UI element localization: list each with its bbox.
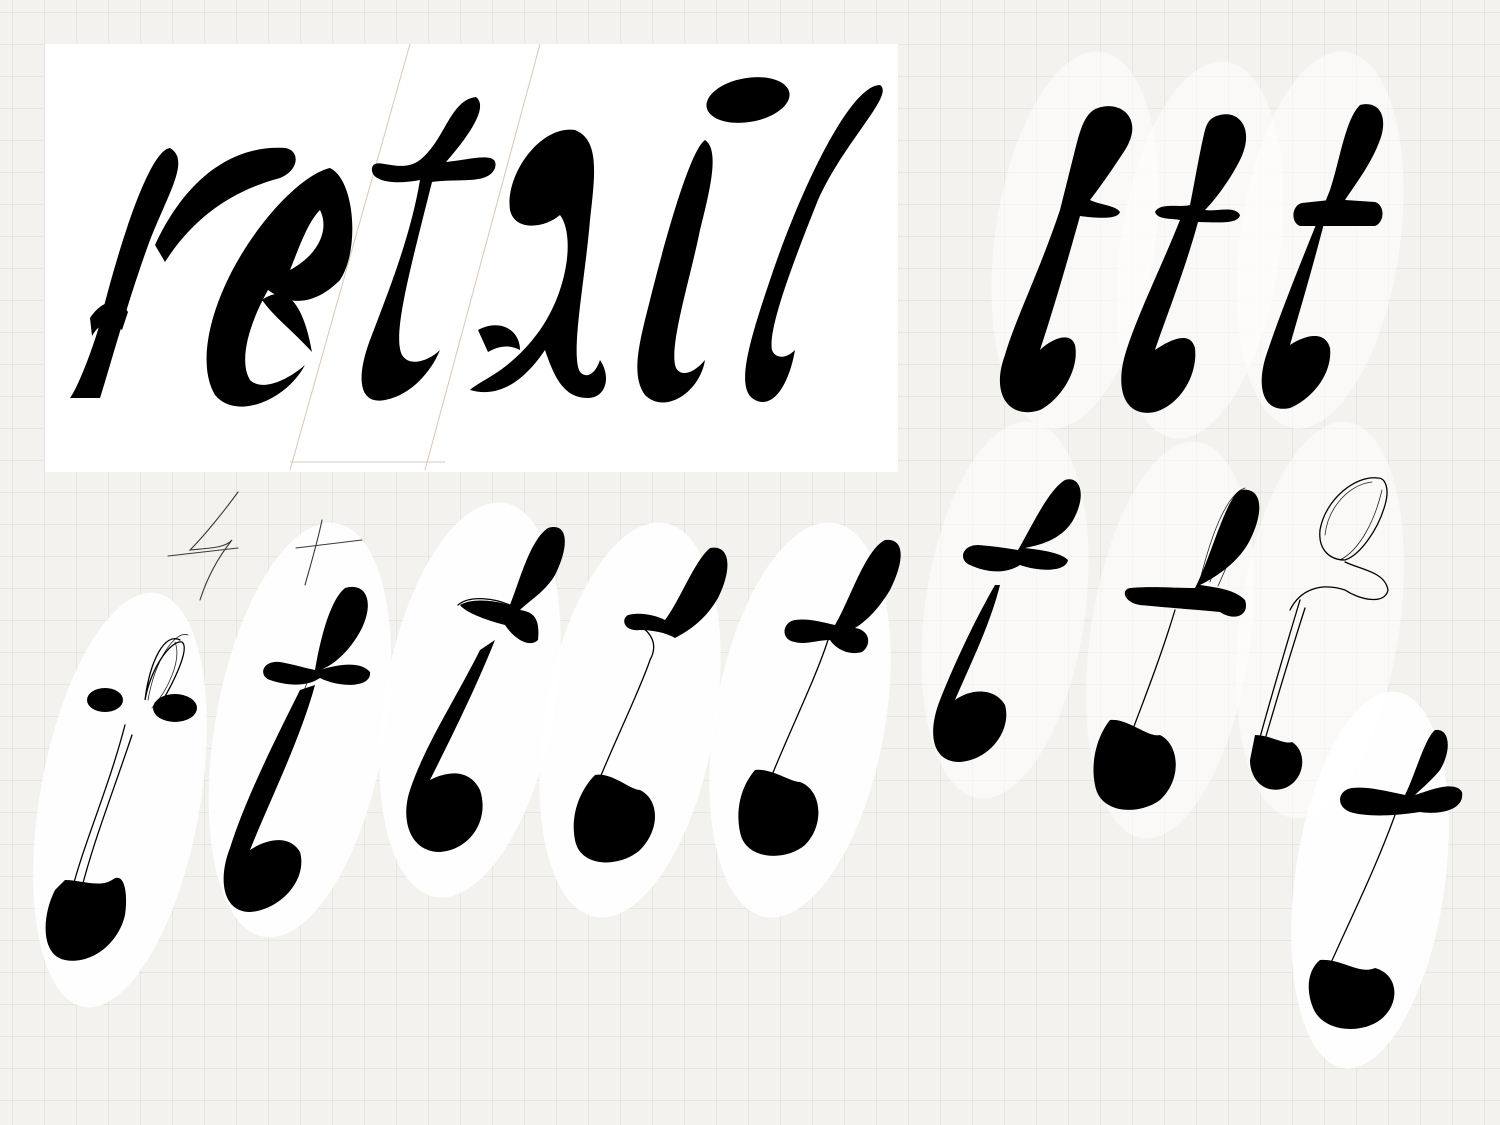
lettering-word: retail xyxy=(0,1,3,2)
retail-word-card[interactable] xyxy=(45,44,898,472)
